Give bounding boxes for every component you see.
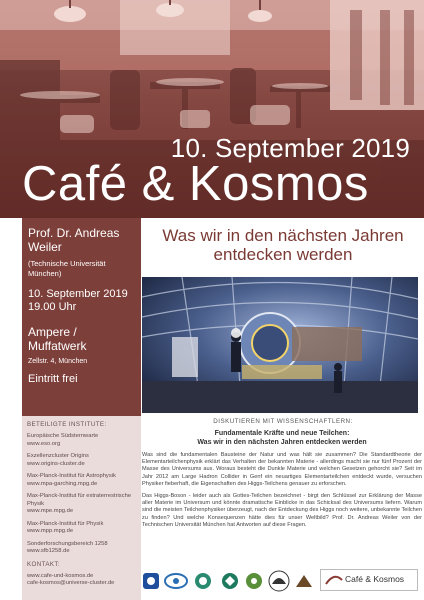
institute-name: Europäische Südsternwarte bbox=[27, 433, 99, 439]
institute-item bbox=[27, 521, 136, 536]
institute-link[interactable]: www.eso.org bbox=[27, 440, 61, 447]
mpp-logo-icon bbox=[244, 572, 264, 590]
institute-link[interactable]: www.sfb1258.de bbox=[27, 548, 70, 554]
speaker-name: Prof. Dr. Andreas Weiler bbox=[28, 226, 120, 254]
header-photo bbox=[0, 0, 424, 218]
description-heading-2: Was wir in den nächsten Jahren entdecken werden bbox=[197, 439, 367, 446]
event-time: 19.00 Uhr bbox=[28, 301, 77, 313]
detector-image bbox=[142, 277, 418, 413]
institute-item bbox=[27, 473, 136, 488]
institute-name: Max-Planck-Institut für Physik bbox=[27, 520, 104, 527]
mpa-logo-icon bbox=[192, 572, 214, 590]
institute-name: Sonderforschungsbereich 1258 bbox=[27, 540, 108, 547]
institute-name: Max-Planck-Institut für extraterrestrische Physik bbox=[27, 493, 132, 507]
event-description bbox=[142, 429, 422, 529]
contact-email[interactable]: cafe-kosmos@universe-cluster.de bbox=[27, 580, 115, 586]
origins-logo-icon bbox=[164, 572, 188, 590]
institute-link[interactable]: www.origins-cluster.de bbox=[27, 460, 85, 467]
institute-link[interactable]: www.mpp.mpg.de bbox=[27, 528, 74, 534]
talk-title: Was wir in den nächsten Jahren entdecken werden bbox=[162, 226, 404, 264]
event-details-panel bbox=[22, 218, 141, 416]
cafe-kosmos-logo-text: Café & Kosmos bbox=[345, 574, 405, 584]
discussion-heading: DISKUTIEREN MIT WISSENSCHAFTLERN: bbox=[213, 418, 353, 425]
institutes-heading: BETEILIGTE INSTITUTE: bbox=[27, 421, 107, 428]
contact-heading: KONTAKT: bbox=[27, 560, 60, 568]
cafe-kosmos-logo bbox=[320, 569, 418, 591]
event-date: 10. September 2019 bbox=[170, 133, 410, 163]
partner-logos bbox=[142, 566, 424, 596]
institute-name: Max-Planck-Institut für Astrophysik bbox=[27, 473, 116, 479]
mpe-logo-icon bbox=[220, 572, 240, 590]
venue-name: Ampere / Muffatwerk bbox=[28, 325, 87, 353]
sfb-logo-icon bbox=[268, 570, 290, 592]
institute-item bbox=[27, 433, 136, 448]
institute-item bbox=[27, 453, 136, 468]
institute-name: Exzellenzcluster Origins bbox=[27, 453, 89, 459]
institutes-panel bbox=[22, 416, 141, 600]
event-title: Café & Kosmos bbox=[22, 157, 369, 211]
description-paragraph: Das Higgs-Boson - leider auch als Gottes-Teilchen bezeichnet - birgt den Schlüssel zur Erklärung der Masse aller Materie im Universum und könnte dramatische Einblicke in das Schicksal des Universums liefern. Warum sind die meisten Teilchenphysiker überzeugt, nach der Entdeckung des Higgs noch weitere, unbekannte Teilchen zu finden? Und welche Konsequenzen hätte dies für unser Weltbild? Prof. Dr. Andreas Weiler von der Technischen Universität München hat Antworten auf diese Fragen. bbox=[142, 493, 422, 528]
eso-logo-icon bbox=[142, 572, 160, 590]
institute-item bbox=[27, 541, 136, 556]
cafe-kosmos-swoosh-icon bbox=[325, 574, 343, 586]
contact-website[interactable]: www.cafe-und-kosmos.de bbox=[27, 572, 94, 579]
description-paragraph: Was sind die fundamentalen Bausteine der Natur und was hält sie zusammen? Die Standardtheorie der Elementarteilchenphysik erklärt das Verhalten der bekannten Materie - allerdings macht sie nur fünf Prozent der Masse des Universums aus. Woraus besteht die Dunkle Materie und welchen Gesetzen gehorcht sie? Seit im Jahr 2012 am Large Hadron Collider in Genf ein neuartiges Elementarteilchen entdeckt wurde, versuchen Physiker fieberhaft, die Eigenschaften des Higgs-Teilchens genauer zu erforschen. bbox=[142, 452, 422, 487]
institute-link[interactable]: www.mpe.mpg.de bbox=[27, 508, 74, 514]
venue-address: Zellstr. 4, München bbox=[28, 358, 88, 365]
institute-link[interactable]: www.mpa-garching.mpg.de bbox=[27, 480, 98, 487]
telescope-logo-icon bbox=[294, 572, 314, 590]
event-date-line: 10. September 2019 bbox=[28, 288, 128, 300]
lhc-detector-photo bbox=[142, 277, 418, 413]
speaker-institution: (Technische Universität München) bbox=[28, 259, 106, 278]
institute-item bbox=[27, 493, 136, 516]
admission-info: Eintritt frei bbox=[28, 373, 78, 385]
description-heading-1: Fundamentale Kräfte und neue Teilchen: bbox=[214, 430, 350, 437]
